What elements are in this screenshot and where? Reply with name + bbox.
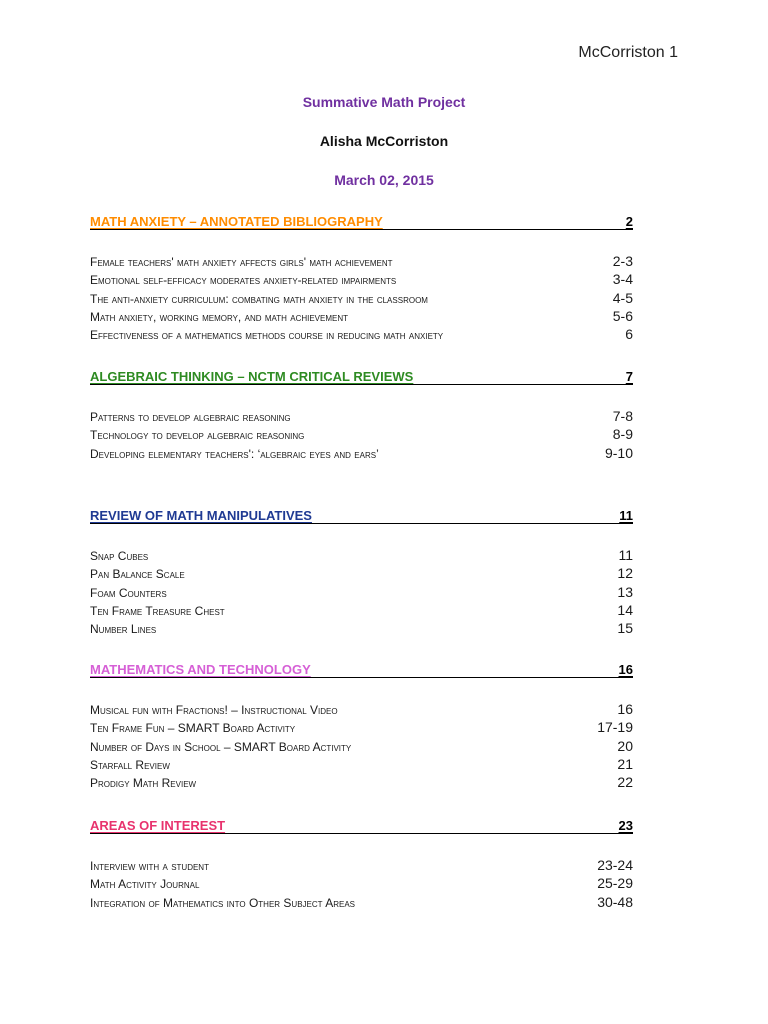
entry-title: Ten Frame Fun – SMART Board Activity [90,721,296,736]
page-header: McCorriston 1 [578,44,678,61]
entry-title: Patterns to develop algebraic reasoning [90,410,291,424]
entry-title: Emotional self-efficacy moderates anxiety-related impairments [90,273,397,288]
entry-title: Technology to develop algebraic reasoning [90,428,305,443]
toc-entry [90,893,633,911]
entry-title: Musical fun with Fractions! – Instructional Video [90,703,338,717]
toc-entry [90,718,633,736]
entry-page: 3-4 [612,271,633,288]
section-math-anxiety [90,213,633,343]
entry-page: 21 [617,755,633,772]
entry-page: 4-5 [612,289,633,306]
entry-title: Effectiveness of a mathematics methods course in reducing math anxiety [90,328,444,343]
entry-title: Integration of Mathematics into Other Subject Areas [90,895,355,910]
toc-entry [90,601,633,619]
document-title: Summative Math Project [302,94,466,110]
entry-page: 13 [617,583,633,600]
entry-page: 9-10 [604,444,633,461]
entry-title: Prodigy Math Review [90,776,197,791]
section-heading [90,817,633,834]
toc-entry [90,444,633,462]
entry-list [90,252,633,343]
toc-entry [90,270,633,288]
author-name: Alisha McCorriston [319,133,449,149]
entry-page: 12 [617,565,633,582]
entry-page: 11 [618,547,633,563]
document-date: March 02, 2015 [334,172,434,188]
entry-title: Math anxiety, working memory, and math achievement [90,309,349,324]
entry-title: Math Activity Journal [90,877,200,892]
toc-entry [90,856,633,874]
section-title: ALGEBRAIC THINKING – NCTM CRITICAL REVIEWS [90,369,414,384]
entry-page: 25-29 [597,875,633,892]
toc-entry [90,619,633,637]
entry-title: Starfall Review [90,757,170,772]
toc-entry [90,737,633,755]
entry-title: The anti-anxiety curriculum: combating math anxiety in the classroom [90,291,428,306]
section-title: MATHEMATICS AND TECHNOLOGY [90,662,311,677]
toc-entry [90,755,633,773]
entry-list [90,700,633,791]
toc-entry [90,407,633,425]
toc-entry [90,252,633,270]
section-page: 16 [618,662,633,677]
section-page: 23 [618,818,633,833]
section-math-technology [90,661,633,791]
section-heading [90,507,633,524]
section-areas-of-interest [90,817,633,911]
entry-page: 30-48 [597,893,633,910]
section-page: 11 [619,508,633,523]
toc-entry [90,325,633,343]
section-heading [90,661,633,678]
entry-title: Snap Cubes [90,549,149,563]
section-title: AREAS OF INTEREST [90,818,226,833]
entry-page: 2-3 [612,253,633,269]
entry-page: 22 [617,774,633,791]
toc-entry [90,564,633,582]
section-title: MATH ANXIETY – ANNOTATED BIBLIOGRAPHY [90,214,383,229]
entry-title: Pan Balance Scale [90,567,185,582]
section-page: 7 [625,369,633,384]
toc-entry [90,307,633,325]
toc-entry [90,874,633,892]
entry-title: Interview with a student [90,859,209,873]
entry-page: 8-9 [612,426,633,443]
entry-list [90,546,633,637]
entry-page: 14 [617,601,633,618]
entry-page: 5-6 [612,307,633,324]
toc-entry [90,425,633,443]
section-heading [90,368,633,385]
section-math-manipulatives [90,507,633,637]
section-page: 2 [625,214,633,229]
toc-entry [90,583,633,601]
entry-page: 16 [617,701,633,717]
toc-entry [90,700,633,718]
entry-title: Female teachers' math anxiety affects girls' math achievement [90,255,393,269]
entry-page: 23-24 [597,857,633,873]
toc-entry [90,773,633,791]
entry-page: 20 [617,737,633,754]
section-title: REVIEW OF MATH MANIPULATIVES [90,508,312,523]
toc-entry [90,289,633,307]
entry-list [90,407,633,462]
entry-title: Foam Counters [90,585,167,600]
entry-page: 6 [625,326,633,343]
entry-title: Developing elementary teachers': ‘algebraic eyes and ears’ [90,446,379,461]
entry-title: Ten Frame Treasure Chest [90,603,225,618]
entry-page: 17-19 [597,719,633,736]
toc-entry [90,546,633,564]
entry-title: Number Lines [90,622,157,637]
section-algebraic-thinking [90,368,633,462]
entry-page: 7-8 [612,408,633,424]
entry-title: Number of Days in School – SMART Board Activity [90,739,352,754]
section-heading [90,213,633,230]
entry-page: 15 [617,620,633,637]
entry-list [90,856,633,911]
